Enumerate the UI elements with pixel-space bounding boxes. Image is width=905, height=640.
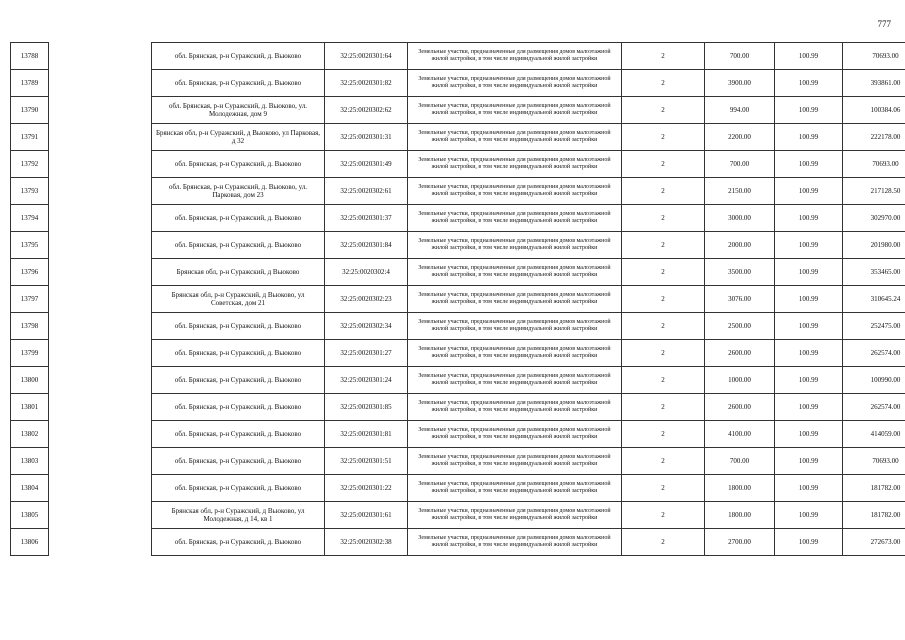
area-cell: 2000.00: [705, 232, 775, 259]
land-use-cell: Земельные участки, предназначенные для размещения домов малоэтажной жилой застройки, в том числе индивидуальной жилой застройки: [408, 367, 622, 394]
land-use-cell: Земельные участки, предназначенные для размещения домов малоэтажной жилой застройки, в том числе индивидуальной жилой застройки: [408, 529, 622, 556]
rate-cell: 100.99: [775, 124, 843, 151]
rate-cell: 100.99: [775, 340, 843, 367]
cadastral-value-cell: 414059.00: [843, 421, 905, 448]
table-row: [11, 178, 905, 205]
category-cell: 2: [622, 367, 705, 394]
table-row: [11, 232, 905, 259]
land-use-cell: Земельные участки, предназначенные для размещения домов малоэтажной жилой застройки, в том числе индивидуальной жилой застройки: [408, 232, 622, 259]
row-number: 13806: [11, 529, 49, 556]
row-number: 13794: [11, 205, 49, 232]
area-cell: 1800.00: [705, 502, 775, 529]
area-cell: 2700.00: [705, 529, 775, 556]
area-cell: 700.00: [705, 151, 775, 178]
table-row: [11, 151, 905, 178]
cadastral-value-cell: 181782.00: [843, 502, 905, 529]
area-cell: 2500.00: [705, 313, 775, 340]
spacer-cell: [49, 286, 152, 313]
land-use-cell: Земельные участки, предназначенные для размещения домов малоэтажной жилой застройки, в том числе индивидуальной жилой застройки: [408, 286, 622, 313]
spacer-cell: [49, 340, 152, 367]
area-cell: 2200.00: [705, 124, 775, 151]
area-cell: 3900.00: [705, 70, 775, 97]
rate-cell: 100.99: [775, 448, 843, 475]
table-row: [11, 97, 905, 124]
rate-cell: 100.99: [775, 97, 843, 124]
land-use-cell: Земельные участки, предназначенные для размещения домов малоэтажной жилой застройки, в том числе индивидуальной жилой застройки: [408, 97, 622, 124]
cadastral-value-cell: 70693.00: [843, 151, 905, 178]
spacer-cell: [49, 421, 152, 448]
row-number: 13803: [11, 448, 49, 475]
address-cell: Брянская обл, р-н Суражский, д Вьюково, ул Советская, дом 21: [152, 286, 325, 313]
table-row: [11, 70, 905, 97]
land-use-cell: Земельные участки, предназначенные для размещения домов малоэтажной жилой застройки, в том числе индивидуальной жилой застройки: [408, 313, 622, 340]
cadastral-value-cell: 181782.00: [843, 475, 905, 502]
address-cell: обл. Брянская, р-н Суражский, д. Вьюково, ул. Парковая, дом 23: [152, 178, 325, 205]
row-number: 13788: [11, 43, 49, 70]
address-cell: обл. Брянская, р-н Суражский, д. Вьюково: [152, 205, 325, 232]
rate-cell: 100.99: [775, 502, 843, 529]
area-cell: 3000.00: [705, 205, 775, 232]
table-row: [11, 448, 905, 475]
cadastral-value-cell: 100384.06: [843, 97, 905, 124]
cadastral-value-cell: 393861.00: [843, 70, 905, 97]
category-cell: 2: [622, 502, 705, 529]
row-number: 13801: [11, 394, 49, 421]
page-number: 777: [877, 19, 891, 29]
land-use-cell: Земельные участки, предназначенные для размещения домов малоэтажной жилой застройки, в том числе индивидуальной жилой застройки: [408, 259, 622, 286]
address-cell: Брянская обл, р-н Суражский, д Вьюково, ул Парковая, д 32: [152, 124, 325, 151]
rate-cell: 100.99: [775, 178, 843, 205]
area-cell: 3500.00: [705, 259, 775, 286]
rate-cell: 100.99: [775, 259, 843, 286]
category-cell: 2: [622, 313, 705, 340]
row-number: 13805: [11, 502, 49, 529]
address-cell: обл. Брянская, р-н Суражский, д. Вьюково: [152, 313, 325, 340]
category-cell: 2: [622, 232, 705, 259]
area-cell: 1800.00: [705, 475, 775, 502]
spacer-cell: [49, 43, 152, 70]
rate-cell: 100.99: [775, 367, 843, 394]
table-row: [11, 340, 905, 367]
table-row: [11, 394, 905, 421]
land-use-cell: Земельные участки, предназначенные для размещения домов малоэтажной жилой застройки, в том числе индивидуальной жилой застройки: [408, 394, 622, 421]
area-cell: 700.00: [705, 43, 775, 70]
cadastral-value-cell: 272673.00: [843, 529, 905, 556]
area-cell: 3076.00: [705, 286, 775, 313]
cadastral-number-cell: 32:25:0020302:38: [325, 529, 408, 556]
table-body: [11, 43, 905, 556]
area-cell: 994.00: [705, 97, 775, 124]
category-cell: 2: [622, 124, 705, 151]
category-cell: 2: [622, 448, 705, 475]
row-number: 13799: [11, 340, 49, 367]
address-cell: обл. Брянская, р-н Суражский, д. Вьюково: [152, 340, 325, 367]
rate-cell: 100.99: [775, 529, 843, 556]
land-use-cell: Земельные участки, предназначенные для размещения домов малоэтажной жилой застройки, в том числе индивидуальной жилой застройки: [408, 151, 622, 178]
rate-cell: 100.99: [775, 151, 843, 178]
land-use-cell: Земельные участки, предназначенные для размещения домов малоэтажной жилой застройки, в том числе индивидуальной жилой застройки: [408, 124, 622, 151]
category-cell: 2: [622, 340, 705, 367]
category-cell: 2: [622, 43, 705, 70]
row-number: 13795: [11, 232, 49, 259]
cadastral-number-cell: 32:25:0020301:85: [325, 394, 408, 421]
land-use-cell: Земельные участки, предназначенные для размещения домов малоэтажной жилой застройки, в том числе индивидуальной жилой застройки: [408, 475, 622, 502]
cadastral-number-cell: 32:25:0020301:22: [325, 475, 408, 502]
cadastral-number-cell: 32:25:0020301:64: [325, 43, 408, 70]
spacer-cell: [49, 394, 152, 421]
address-cell: обл. Брянская, р-н Суражский, д. Вьюково: [152, 43, 325, 70]
cadastral-value-cell: 252475.00: [843, 313, 905, 340]
address-cell: обл. Брянская, р-н Суражский, д. Вьюково: [152, 448, 325, 475]
land-use-cell: Земельные участки, предназначенные для размещения домов малоэтажной жилой застройки, в том числе индивидуальной жилой застройки: [408, 205, 622, 232]
rate-cell: 100.99: [775, 475, 843, 502]
row-number: 13792: [11, 151, 49, 178]
land-use-cell: Земельные участки, предназначенные для размещения домов малоэтажной жилой застройки, в том числе индивидуальной жилой застройки: [408, 448, 622, 475]
cadastral-number-cell: 32:25:0020302:4: [325, 259, 408, 286]
rate-cell: 100.99: [775, 70, 843, 97]
row-number: 13790: [11, 97, 49, 124]
category-cell: 2: [622, 178, 705, 205]
spacer-cell: [49, 529, 152, 556]
rate-cell: 100.99: [775, 232, 843, 259]
cadastral-value-cell: 70693.00: [843, 43, 905, 70]
spacer-cell: [49, 259, 152, 286]
table-row: [11, 421, 905, 448]
cadastral-number-cell: 32:25:0020301:84: [325, 232, 408, 259]
row-number: 13804: [11, 475, 49, 502]
category-cell: 2: [622, 286, 705, 313]
cadastral-number-cell: 32:25:0020301:51: [325, 448, 408, 475]
rate-cell: 100.99: [775, 43, 843, 70]
spacer-cell: [49, 232, 152, 259]
rate-cell: 100.99: [775, 286, 843, 313]
address-cell: Брянская обл, р-н Суражский, д Вьюково, ул Молодежная, д 14, кв 1: [152, 502, 325, 529]
rate-cell: 100.99: [775, 313, 843, 340]
table-row: [11, 286, 905, 313]
row-number: 13798: [11, 313, 49, 340]
spacer-cell: [49, 70, 152, 97]
table-row: [11, 529, 905, 556]
row-number: 13789: [11, 70, 49, 97]
cadastral-table: [10, 42, 905, 556]
cadastral-value-cell: 70693.00: [843, 448, 905, 475]
cadastral-number-cell: 32:25:0020301:27: [325, 340, 408, 367]
cadastral-number-cell: 32:25:0020302:23: [325, 286, 408, 313]
cadastral-value-cell: 262574.00: [843, 340, 905, 367]
address-cell: обл. Брянская, р-н Суражский, д. Вьюково: [152, 232, 325, 259]
spacer-cell: [49, 124, 152, 151]
row-number: 13791: [11, 124, 49, 151]
cadastral-number-cell: 32:25:0020301:82: [325, 70, 408, 97]
address-cell: обл. Брянская, р-н Суражский, д. Вьюково: [152, 367, 325, 394]
cadastral-value-cell: 217128.50: [843, 178, 905, 205]
address-cell: обл. Брянская, р-н Суражский, д. Вьюково: [152, 70, 325, 97]
address-cell: обл. Брянская, р-н Суражский, д. Вьюково: [152, 394, 325, 421]
row-number: 13802: [11, 421, 49, 448]
table: [10, 42, 905, 556]
cadastral-value-cell: 310645.24: [843, 286, 905, 313]
table-row: [11, 259, 905, 286]
table-row: [11, 43, 905, 70]
category-cell: 2: [622, 529, 705, 556]
cadastral-value-cell: 302970.00: [843, 205, 905, 232]
address-cell: Брянская обл, р-н Суражский, д Вьюково: [152, 259, 325, 286]
land-use-cell: Земельные участки, предназначенные для размещения домов малоэтажной жилой застройки, в том числе индивидуальной жилой застройки: [408, 178, 622, 205]
land-use-cell: Земельные участки, предназначенные для размещения домов малоэтажной жилой застройки, в том числе индивидуальной жилой застройки: [408, 43, 622, 70]
spacer-cell: [49, 205, 152, 232]
cadastral-value-cell: 100990.00: [843, 367, 905, 394]
cadastral-value-cell: 353465.00: [843, 259, 905, 286]
table-row: [11, 205, 905, 232]
row-number: 13797: [11, 286, 49, 313]
row-number: 13793: [11, 178, 49, 205]
row-number: 13800: [11, 367, 49, 394]
cadastral-number-cell: 32:25:0020301:31: [325, 124, 408, 151]
cadastral-number-cell: 32:25:0020302:62: [325, 97, 408, 124]
land-use-cell: Земельные участки, предназначенные для размещения домов малоэтажной жилой застройки, в том числе индивидуальной жилой застройки: [408, 502, 622, 529]
cadastral-value-cell: 262574.00: [843, 394, 905, 421]
rate-cell: 100.99: [775, 205, 843, 232]
cadastral-number-cell: 32:25:0020301:81: [325, 421, 408, 448]
land-use-cell: Земельные участки, предназначенные для размещения домов малоэтажной жилой застройки, в том числе индивидуальной жилой застройки: [408, 421, 622, 448]
area-cell: 4100.00: [705, 421, 775, 448]
row-number: 13796: [11, 259, 49, 286]
table-row: [11, 124, 905, 151]
rate-cell: 100.99: [775, 394, 843, 421]
area-cell: 2600.00: [705, 340, 775, 367]
category-cell: 2: [622, 421, 705, 448]
address-cell: обл. Брянская, р-н Суражский, д. Вьюково: [152, 421, 325, 448]
rate-cell: 100.99: [775, 421, 843, 448]
spacer-cell: [49, 97, 152, 124]
category-cell: 2: [622, 97, 705, 124]
category-cell: 2: [622, 70, 705, 97]
spacer-cell: [49, 448, 152, 475]
table-row: [11, 502, 905, 529]
category-cell: 2: [622, 259, 705, 286]
cadastral-number-cell: 32:25:0020301:37: [325, 205, 408, 232]
spacer-cell: [49, 367, 152, 394]
table-row: [11, 367, 905, 394]
land-use-cell: Земельные участки, предназначенные для размещения домов малоэтажной жилой застройки, в том числе индивидуальной жилой застройки: [408, 70, 622, 97]
area-cell: 1000.00: [705, 367, 775, 394]
cadastral-number-cell: 32:25:0020301:24: [325, 367, 408, 394]
spacer-cell: [49, 151, 152, 178]
table-row: [11, 475, 905, 502]
cadastral-value-cell: 201980.00: [843, 232, 905, 259]
address-cell: обл. Брянская, р-н Суражский, д. Вьюково: [152, 529, 325, 556]
area-cell: 700.00: [705, 448, 775, 475]
land-use-cell: Земельные участки, предназначенные для размещения домов малоэтажной жилой застройки, в том числе индивидуальной жилой застройки: [408, 340, 622, 367]
cadastral-number-cell: 32:25:0020302:61: [325, 178, 408, 205]
address-cell: обл. Брянская, р-н Суражский, д. Вьюково: [152, 151, 325, 178]
cadastral-number-cell: 32:25:0020302:34: [325, 313, 408, 340]
category-cell: 2: [622, 151, 705, 178]
address-cell: обл. Брянская, р-н Суражский, д. Вьюково, ул. Молодежная, дом 9: [152, 97, 325, 124]
category-cell: 2: [622, 205, 705, 232]
spacer-cell: [49, 313, 152, 340]
category-cell: 2: [622, 475, 705, 502]
cadastral-number-cell: 32:25:0020301:61: [325, 502, 408, 529]
address-cell: обл. Брянская, р-н Суражский, д. Вьюково: [152, 475, 325, 502]
spacer-cell: [49, 178, 152, 205]
area-cell: 2150.00: [705, 178, 775, 205]
category-cell: 2: [622, 394, 705, 421]
cadastral-value-cell: 222178.00: [843, 124, 905, 151]
table-row: [11, 313, 905, 340]
spacer-cell: [49, 475, 152, 502]
area-cell: 2600.00: [705, 394, 775, 421]
spacer-cell: [49, 502, 152, 529]
cadastral-number-cell: 32:25:0020301:49: [325, 151, 408, 178]
